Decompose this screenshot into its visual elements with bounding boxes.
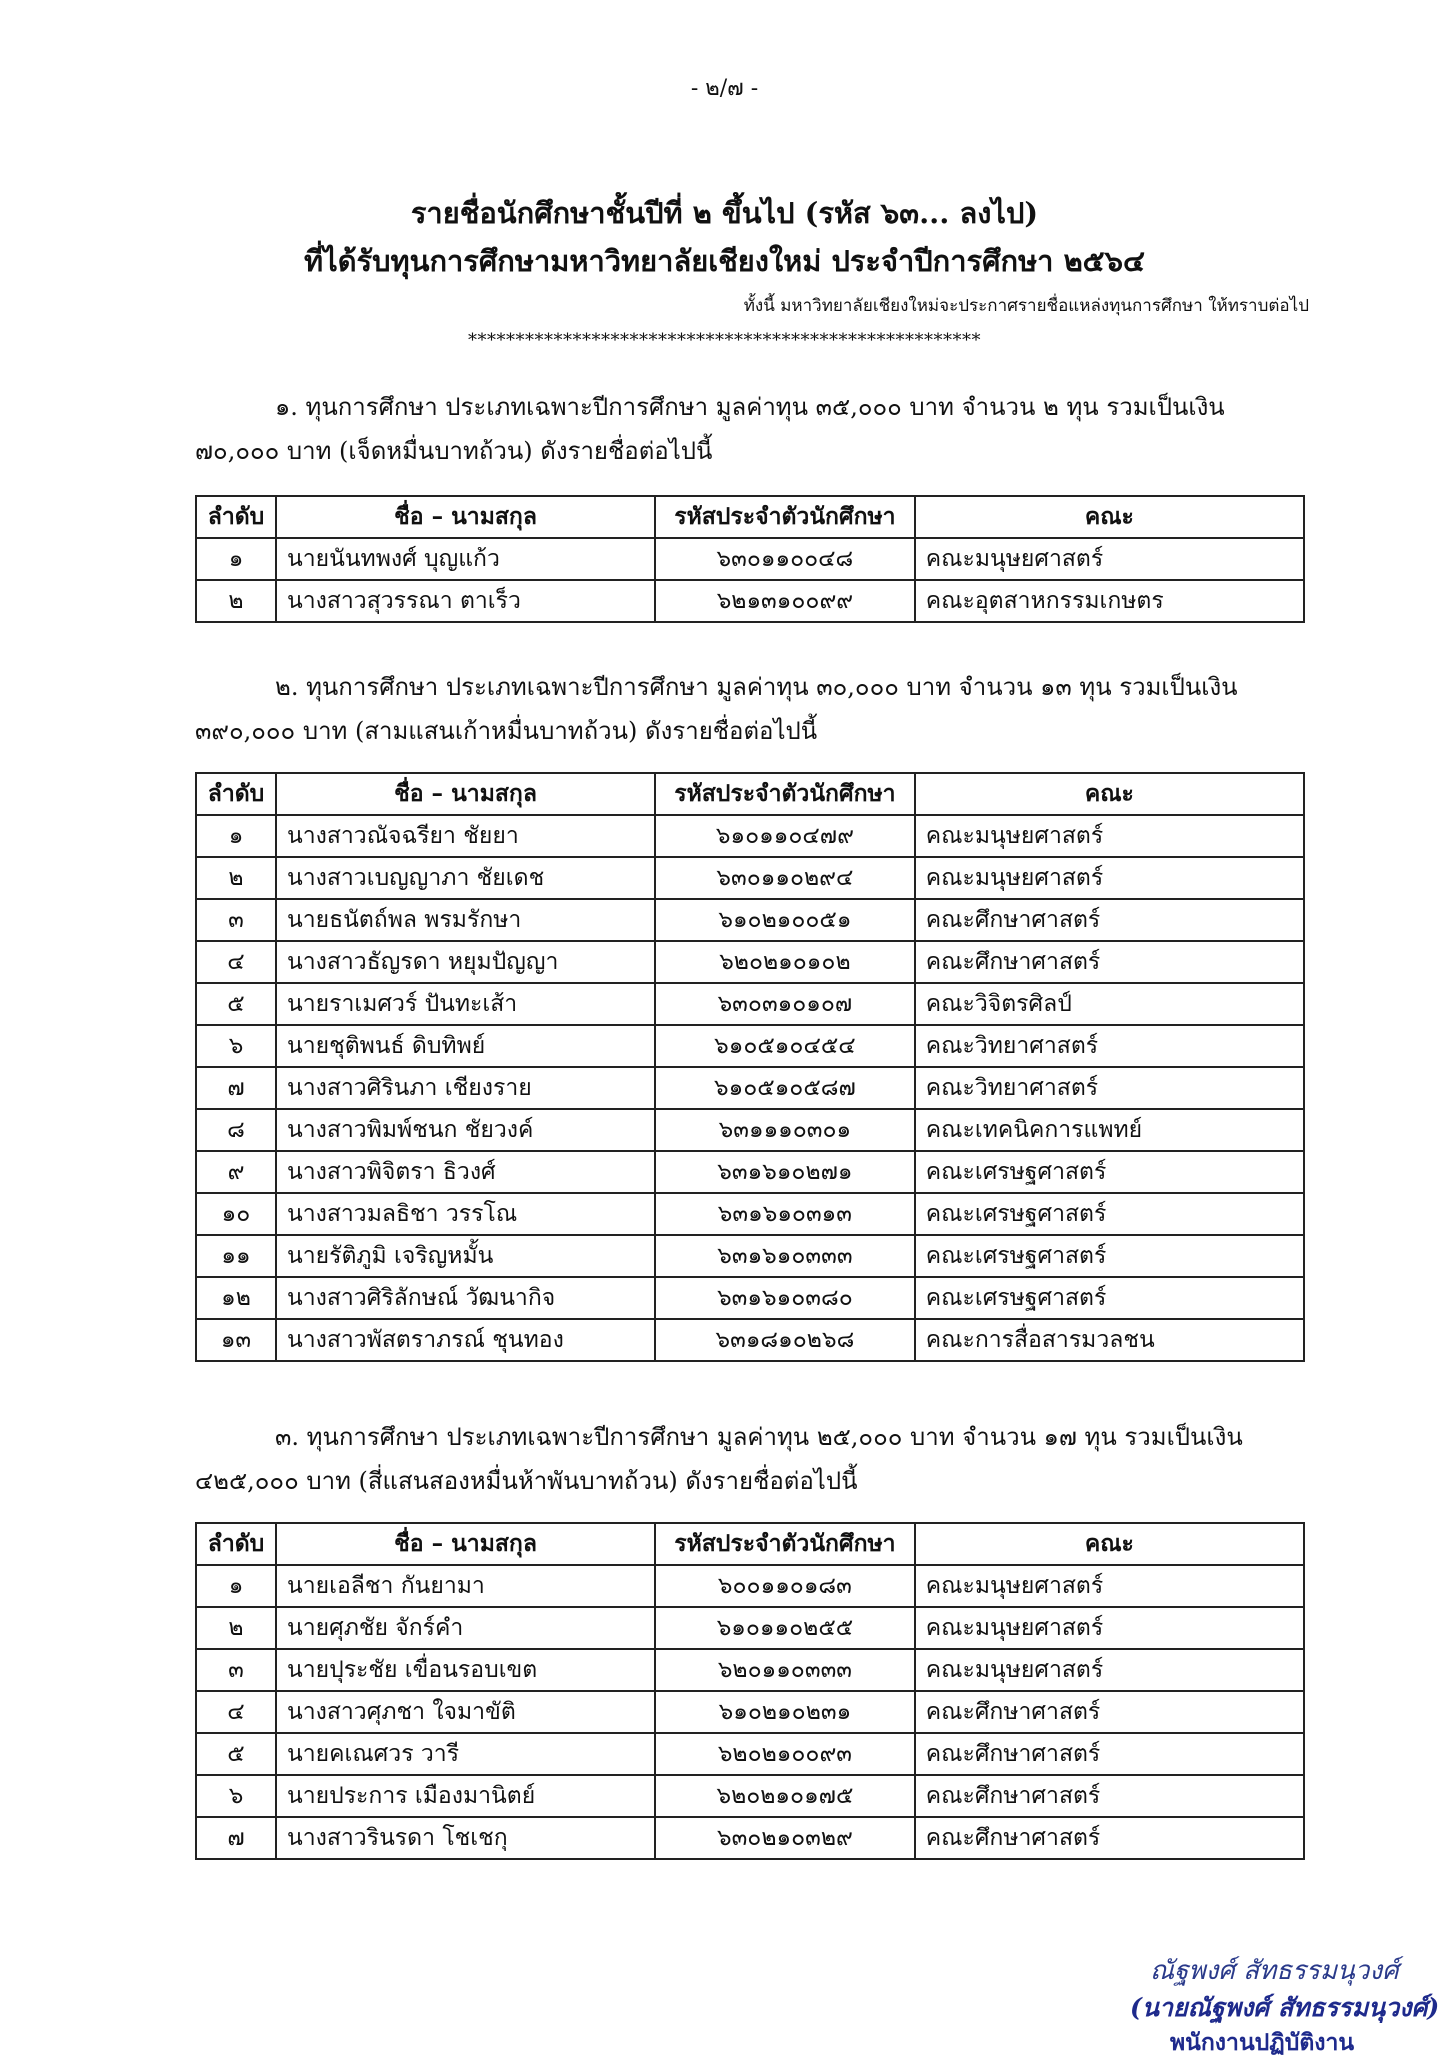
cell-no: ๖ (196, 1025, 276, 1067)
announcement-note: ทั้งนี้ มหาวิทยาลัยเชียงใหม่จะประกาศรายชื่อแหล่งทุนการศึกษา ให้ทราบต่อไป (743, 296, 1309, 316)
cell-no: ๔ (196, 941, 276, 983)
header-id: รหัสประจำตัวนักศึกษา (655, 773, 915, 815)
table-row (196, 538, 1304, 580)
cell-faculty: คณะมนุษยศาสตร์ (915, 857, 1304, 899)
cell-student-id: ๖๑๐๑๑๐๒๕๕ (655, 1607, 915, 1649)
cell-name: นางสาวศิรินภา เชียงราย (276, 1067, 655, 1109)
table-row (196, 1277, 1304, 1319)
cell-name: นางสาวพิมพ์ชนก ชัยวงค์ (276, 1109, 655, 1151)
table-row (196, 1691, 1304, 1733)
signatory-position: พนักงานปฏิบัติงาน (1170, 2029, 1355, 2056)
page-number: - ๒/๗ - (690, 76, 759, 101)
cell-name: นางสาวศุภชา ใจมาขัติ (276, 1691, 655, 1733)
cell-name: นายคเณศวร วารี (276, 1733, 655, 1775)
table-row (196, 815, 1304, 857)
cell-name: นายรัติภูมิ เจริญหมั้น (276, 1235, 655, 1277)
section-2-table (195, 772, 1305, 1362)
table-row (196, 1319, 1304, 1361)
table-row (196, 1733, 1304, 1775)
cell-student-id: ๖๑๐๒๑๐๒๓๑ (655, 1691, 915, 1733)
cell-name: นางสาวพัสตราภรณ์ ชุนทอง (276, 1319, 655, 1361)
cell-student-id: ๖๓๑๖๑๐๓๓๓ (655, 1235, 915, 1277)
table-row (196, 899, 1304, 941)
table-row (196, 1193, 1304, 1235)
cell-student-id: ๖๓๐๓๑๐๑๐๗ (655, 983, 915, 1025)
cell-student-id: ๖๓๐๒๑๐๓๒๙ (655, 1817, 915, 1859)
cell-no: ๑ (196, 1565, 276, 1607)
cell-faculty: คณะเศรษฐศาสตร์ (915, 1151, 1304, 1193)
cell-student-id: ๖๓๑๖๑๐๒๗๑ (655, 1151, 915, 1193)
handwritten-signature: ณัฐพงศ์ สัทธรรมนุวงศ์ (1150, 1956, 1399, 1986)
cell-no: ๒ (196, 1607, 276, 1649)
cell-name: นางสาวณัจฉรียา ชัยยา (276, 815, 655, 857)
cell-no: ๗ (196, 1067, 276, 1109)
header-id: รหัสประจำตัวนักศึกษา (655, 496, 915, 538)
cell-faculty: คณะวิทยาศาสตร์ (915, 1067, 1304, 1109)
section-2-body: ๒. ทุนการศึกษา ประเภทเฉพาะปีการศึกษา มูลค่าทุน ๓๐,๐๐๐ บาท จำนวน ๑๓ ทุน รวมเป็นเงิน ๓๙๐,๐๐๐ บาท (สามแสนเก้าหมื่นบาทถ้วน) ดังรายชื่อต่อไปนี้ (195, 673, 1238, 745)
header-no: ลำดับ (196, 496, 276, 538)
header-no: ลำดับ (196, 1523, 276, 1565)
cell-faculty: คณะศึกษาศาสตร์ (915, 1691, 1304, 1733)
cell-faculty: คณะศึกษาศาสตร์ (915, 899, 1304, 941)
cell-student-id: ๖๒๐๑๑๐๓๓๓ (655, 1649, 915, 1691)
cell-faculty: คณะวิจิตรศิลป์ (915, 983, 1304, 1025)
cell-no: ๑ (196, 815, 276, 857)
section-1-text (195, 385, 1305, 473)
separator-stars: ****************************************************** (468, 330, 981, 351)
cell-no: ๗ (196, 1817, 276, 1859)
header-name: ชื่อ – นามสกุล (276, 1523, 655, 1565)
cell-faculty: คณะมนุษยศาสตร์ (915, 1607, 1304, 1649)
cell-no: ๔ (196, 1691, 276, 1733)
cell-no: ๑๒ (196, 1277, 276, 1319)
cell-student-id: ๖๓๐๑๑๐๒๙๔ (655, 857, 915, 899)
table-row (196, 1151, 1304, 1193)
table-header-row (196, 1523, 1304, 1565)
cell-no: ๑๐ (196, 1193, 276, 1235)
cell-name: นายศุภชัย จักร์คำ (276, 1607, 655, 1649)
table-row (196, 857, 1304, 899)
header-id: รหัสประจำตัวนักศึกษา (655, 1523, 915, 1565)
cell-no: ๘ (196, 1109, 276, 1151)
table-row (196, 1565, 1304, 1607)
cell-name: นางสาวรินรดา โชเชกุ (276, 1817, 655, 1859)
cell-student-id: ๖๓๑๖๑๐๓๑๓ (655, 1193, 915, 1235)
cell-student-id: ๖๓๑๑๑๐๓๐๑ (655, 1109, 915, 1151)
cell-student-id: ๖๒๐๒๑๐๑๐๒ (655, 941, 915, 983)
cell-student-id: ๖๑๐๑๑๐๔๗๙ (655, 815, 915, 857)
cell-faculty: คณะเศรษฐศาสตร์ (915, 1277, 1304, 1319)
cell-faculty: คณะวิทยาศาสตร์ (915, 1025, 1304, 1067)
table-row (196, 941, 1304, 983)
signatory-name: (นายณัฐพงศ์ สัทธรรมนุวงศ์) (1130, 1993, 1440, 2022)
cell-student-id: ๖๓๑๖๑๐๓๘๐ (655, 1277, 915, 1319)
section-1-table (195, 495, 1305, 623)
cell-student-id: ๖๑๐๒๑๐๐๕๑ (655, 899, 915, 941)
table-row (196, 1649, 1304, 1691)
cell-no: ๙ (196, 1151, 276, 1193)
cell-name: นายประการ เมืองมานิตย์ (276, 1775, 655, 1817)
table-header-row (196, 496, 1304, 538)
cell-student-id: ๖๒๐๒๑๐๐๙๓ (655, 1733, 915, 1775)
table-row (196, 1607, 1304, 1649)
cell-name: นายราเมศวร์ ปันทะเส้า (276, 983, 655, 1025)
cell-faculty: คณะศึกษาศาสตร์ (915, 1817, 1304, 1859)
table-row (196, 1817, 1304, 1859)
cell-faculty: คณะศึกษาศาสตร์ (915, 941, 1304, 983)
cell-student-id: ๖๒๑๓๑๐๐๙๙ (655, 580, 915, 622)
section-2-text (195, 665, 1305, 753)
cell-name: นายชุติพนธ์ ดิบทิพย์ (276, 1025, 655, 1067)
cell-no: ๖ (196, 1775, 276, 1817)
cell-faculty: คณะมนุษยศาสตร์ (915, 815, 1304, 857)
cell-student-id: ๖๐๐๑๑๐๑๘๓ (655, 1565, 915, 1607)
cell-name: นายเอลีชา กันยามา (276, 1565, 655, 1607)
cell-no: ๑๑ (196, 1235, 276, 1277)
section-1-body: ๑. ทุนการศึกษา ประเภทเฉพาะปีการศึกษา มูลค่าทุน ๓๕,๐๐๐ บาท จำนวน ๒ ทุน รวมเป็นเงิน ๗๐,๐๐๐ บาท (เจ็ดหมื่นบาทถ้วน) ดังรายชื่อต่อไปนี้ (195, 393, 1225, 465)
cell-faculty: คณะเทคนิคการแพทย์ (915, 1109, 1304, 1151)
cell-no: ๕ (196, 983, 276, 1025)
cell-name: นายธนัตถ์พล พรมรักษา (276, 899, 655, 941)
cell-no: ๑ (196, 538, 276, 580)
cell-no: ๒ (196, 857, 276, 899)
table-row (196, 1775, 1304, 1817)
cell-no: ๓ (196, 899, 276, 941)
cell-faculty: คณะมนุษยศาสตร์ (915, 1649, 1304, 1691)
cell-faculty: คณะศึกษาศาสตร์ (915, 1733, 1304, 1775)
section-3-body: ๓. ทุนการศึกษา ประเภทเฉพาะปีการศึกษา มูลค่าทุน ๒๕,๐๐๐ บาท จำนวน ๑๗ ทุน รวมเป็นเงิน ๔๒๕,๐๐๐ บาท (สี่แสนสองหมื่นห้าพันบาทถ้วน) ดังรายชื่อต่อไปนี้ (195, 1423, 1243, 1495)
cell-student-id: ๖๑๐๕๑๐๕๘๗ (655, 1067, 915, 1109)
cell-student-id: ๖๑๐๕๑๐๔๕๔ (655, 1025, 915, 1067)
section-3-text (195, 1415, 1305, 1503)
table-row (196, 1109, 1304, 1151)
cell-no: ๕ (196, 1733, 276, 1775)
cell-no: ๒ (196, 580, 276, 622)
table-row (196, 1067, 1304, 1109)
cell-no: ๑๓ (196, 1319, 276, 1361)
header-name: ชื่อ – นามสกุล (276, 773, 655, 815)
cell-name: นางสาวมลธิชา วรรโณ (276, 1193, 655, 1235)
cell-name: นางสาวสุวรรณา ตาเร็ว (276, 580, 655, 622)
table-header-row (196, 773, 1304, 815)
title-line-1: รายชื่อนักศึกษาชั้นปีที่ ๒ ขึ้นไป (รหัส ๖๓... ลงไป) (410, 196, 1039, 230)
section-3-table (195, 1522, 1305, 1860)
cell-no: ๓ (196, 1649, 276, 1691)
cell-faculty: คณะเศรษฐศาสตร์ (915, 1235, 1304, 1277)
header-faculty: คณะ (915, 496, 1304, 538)
cell-name: นางสาวธัญรดา หยุมปัญญา (276, 941, 655, 983)
table-row (196, 580, 1304, 622)
header-faculty: คณะ (915, 773, 1304, 815)
cell-name: นายปุระชัย เขื่อนรอบเขต (276, 1649, 655, 1691)
title-line-2: ที่ได้รับทุนการศึกษามหาวิทยาลัยเชียงใหม่ ประจำปีการศึกษา ๒๕๖๔ (304, 244, 1145, 278)
cell-faculty: คณะศึกษาศาสตร์ (915, 1775, 1304, 1817)
table-row (196, 1025, 1304, 1067)
cell-faculty: คณะการสื่อสารมวลชน (915, 1319, 1304, 1361)
cell-faculty: คณะเศรษฐศาสตร์ (915, 1193, 1304, 1235)
header-name: ชื่อ – นามสกุล (276, 496, 655, 538)
table-row (196, 1235, 1304, 1277)
cell-faculty: คณะอุตสาหกรรมเกษตร (915, 580, 1304, 622)
cell-name: นายนันทพงศ์ บุญแก้ว (276, 538, 655, 580)
table-row (196, 983, 1304, 1025)
header-faculty: คณะ (915, 1523, 1304, 1565)
cell-name: นางสาวพิจิตรา ธิวงศ์ (276, 1151, 655, 1193)
cell-student-id: ๖๓๐๑๑๐๐๔๘ (655, 538, 915, 580)
cell-name: นางสาวศิริลักษณ์ วัฒนากิจ (276, 1277, 655, 1319)
cell-faculty: คณะมนุษยศาสตร์ (915, 1565, 1304, 1607)
cell-student-id: ๖๓๑๘๑๐๒๖๘ (655, 1319, 915, 1361)
cell-student-id: ๖๒๐๒๑๐๑๗๕ (655, 1775, 915, 1817)
header-no: ลำดับ (196, 773, 276, 815)
cell-faculty: คณะมนุษยศาสตร์ (915, 538, 1304, 580)
cell-name: นางสาวเบญญาภา ชัยเดช (276, 857, 655, 899)
